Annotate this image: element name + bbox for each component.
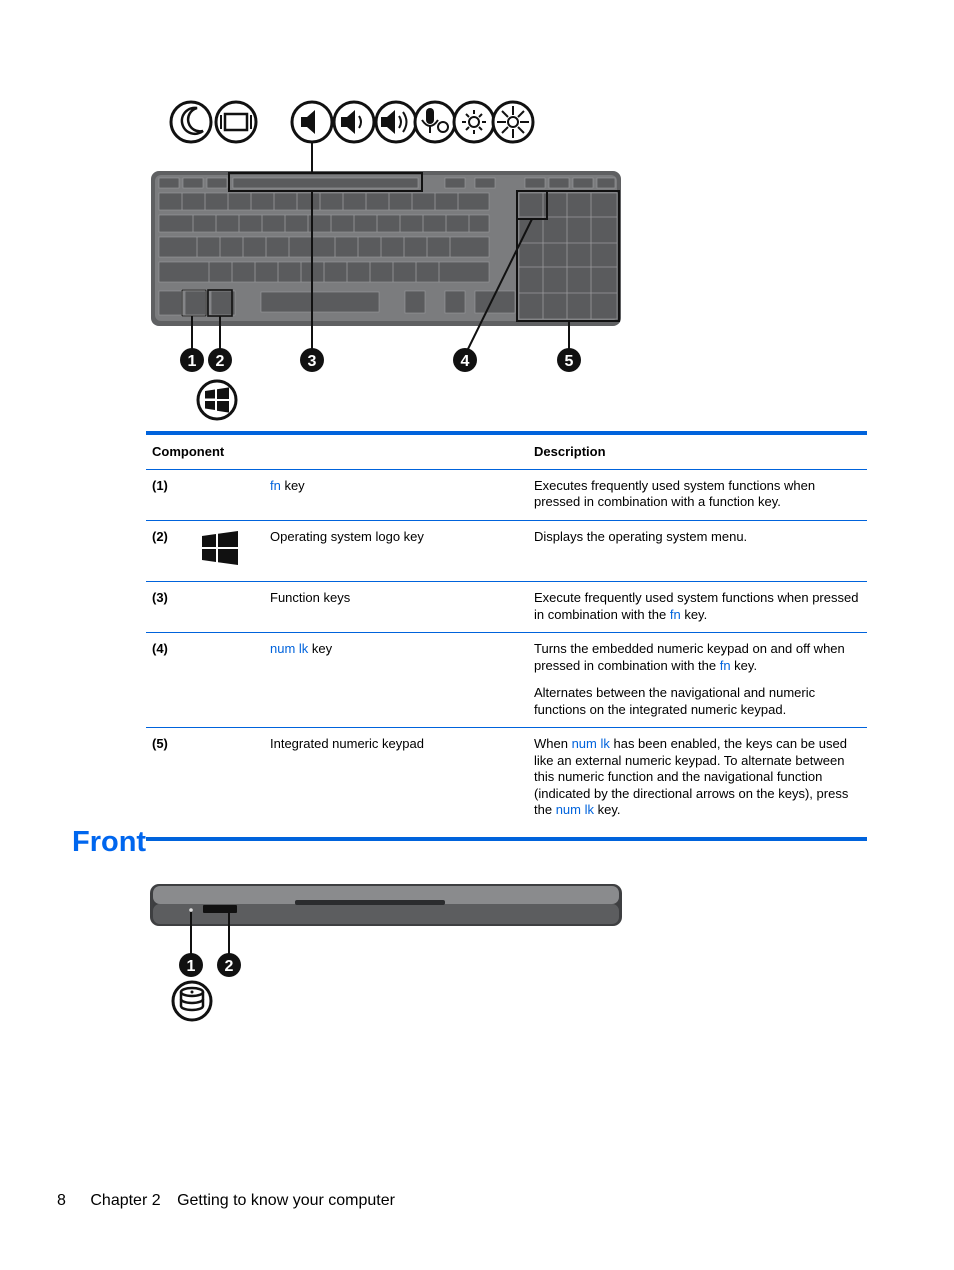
row-description: When num lk has been enabled, the keys can be used like an external numeric keypad. To alternate between this numeric function and the navigational function (indicated by the directional arrows on the keys), press the num lk key. [534, 736, 849, 817]
row-description: Execute frequently used system functions when pressed in combination with the fn key. [534, 590, 859, 622]
callout-3 [300, 348, 324, 372]
brightness-down-icon [454, 102, 494, 142]
row-component: num lk key [270, 641, 333, 656]
chapter-title: Getting to know your computer [177, 1192, 395, 1209]
svg-text:5: 5 [564, 353, 574, 370]
row-number: (1) [152, 477, 168, 493]
fn-link[interactable]: fn [719, 657, 731, 673]
callout-4 [453, 348, 477, 372]
sleep-icon [171, 102, 211, 142]
table-row [146, 469, 867, 520]
table-row [146, 728, 867, 839]
svg-text:3: 3 [307, 353, 317, 370]
row-number: (3) [152, 590, 168, 605]
table-row [146, 633, 867, 728]
front-illustration [145, 880, 635, 1025]
row-description: Displays the operating system menu. [534, 528, 748, 544]
mute-icon [292, 102, 332, 142]
switch-display-icon [216, 102, 256, 142]
row-number: (5) [152, 736, 168, 751]
row-component: fn key [270, 477, 305, 493]
row-component: Function keys [270, 590, 351, 605]
header-component: Component [152, 444, 225, 459]
header-description: Description [534, 444, 606, 459]
page-number: 8 [57, 1192, 66, 1209]
svg-text:2: 2 [224, 958, 234, 975]
num-lk-link[interactable]: num lk [270, 641, 309, 656]
row-number: (2) [152, 528, 168, 544]
svg-text:4: 4 [460, 353, 470, 370]
front-callout-2 [217, 953, 241, 977]
table-header-row [146, 433, 867, 469]
section-title: Front [72, 826, 147, 858]
callout-1 [180, 348, 204, 372]
windows-logo-icon [201, 530, 239, 568]
row-component: Integrated numeric keypad [270, 736, 424, 751]
drive-light-icon [173, 982, 211, 1020]
row-component: Operating system logo key [270, 528, 424, 544]
windows-logo-icon [198, 381, 236, 419]
row-description: Turns the embedded numeric keypad on and off when pressed in combination with the fn key. Alternates between the navigational and numeric functions on the integrated numeric keypad. [534, 641, 845, 717]
row-number: (4) [152, 641, 168, 656]
num-lk-link[interactable]: num lk [555, 802, 594, 817]
chapter-label: Chapter 2 [90, 1192, 161, 1209]
callout-2 [208, 348, 232, 372]
svg-text:1: 1 [186, 958, 196, 975]
num-lk-link[interactable]: num lk [571, 736, 610, 751]
table-row [146, 520, 867, 582]
page-footer [57, 1192, 407, 1210]
fn-link[interactable]: fn [669, 606, 681, 622]
volume-up-icon [376, 102, 416, 142]
component-table [146, 431, 867, 841]
keyboard-illustration [145, 95, 635, 425]
table-row [146, 582, 867, 633]
volume-down-icon [334, 102, 374, 142]
fn-link[interactable]: fn [270, 477, 281, 493]
mic-mute-icon [415, 102, 455, 142]
brightness-up-icon [493, 102, 533, 142]
row-description: Executes frequently used system functions when pressed in combination with a function key. [534, 477, 816, 509]
callout-5 [557, 348, 581, 372]
svg-text:2: 2 [215, 353, 225, 370]
front-callout-1 [179, 953, 203, 977]
svg-text:1: 1 [187, 353, 197, 370]
